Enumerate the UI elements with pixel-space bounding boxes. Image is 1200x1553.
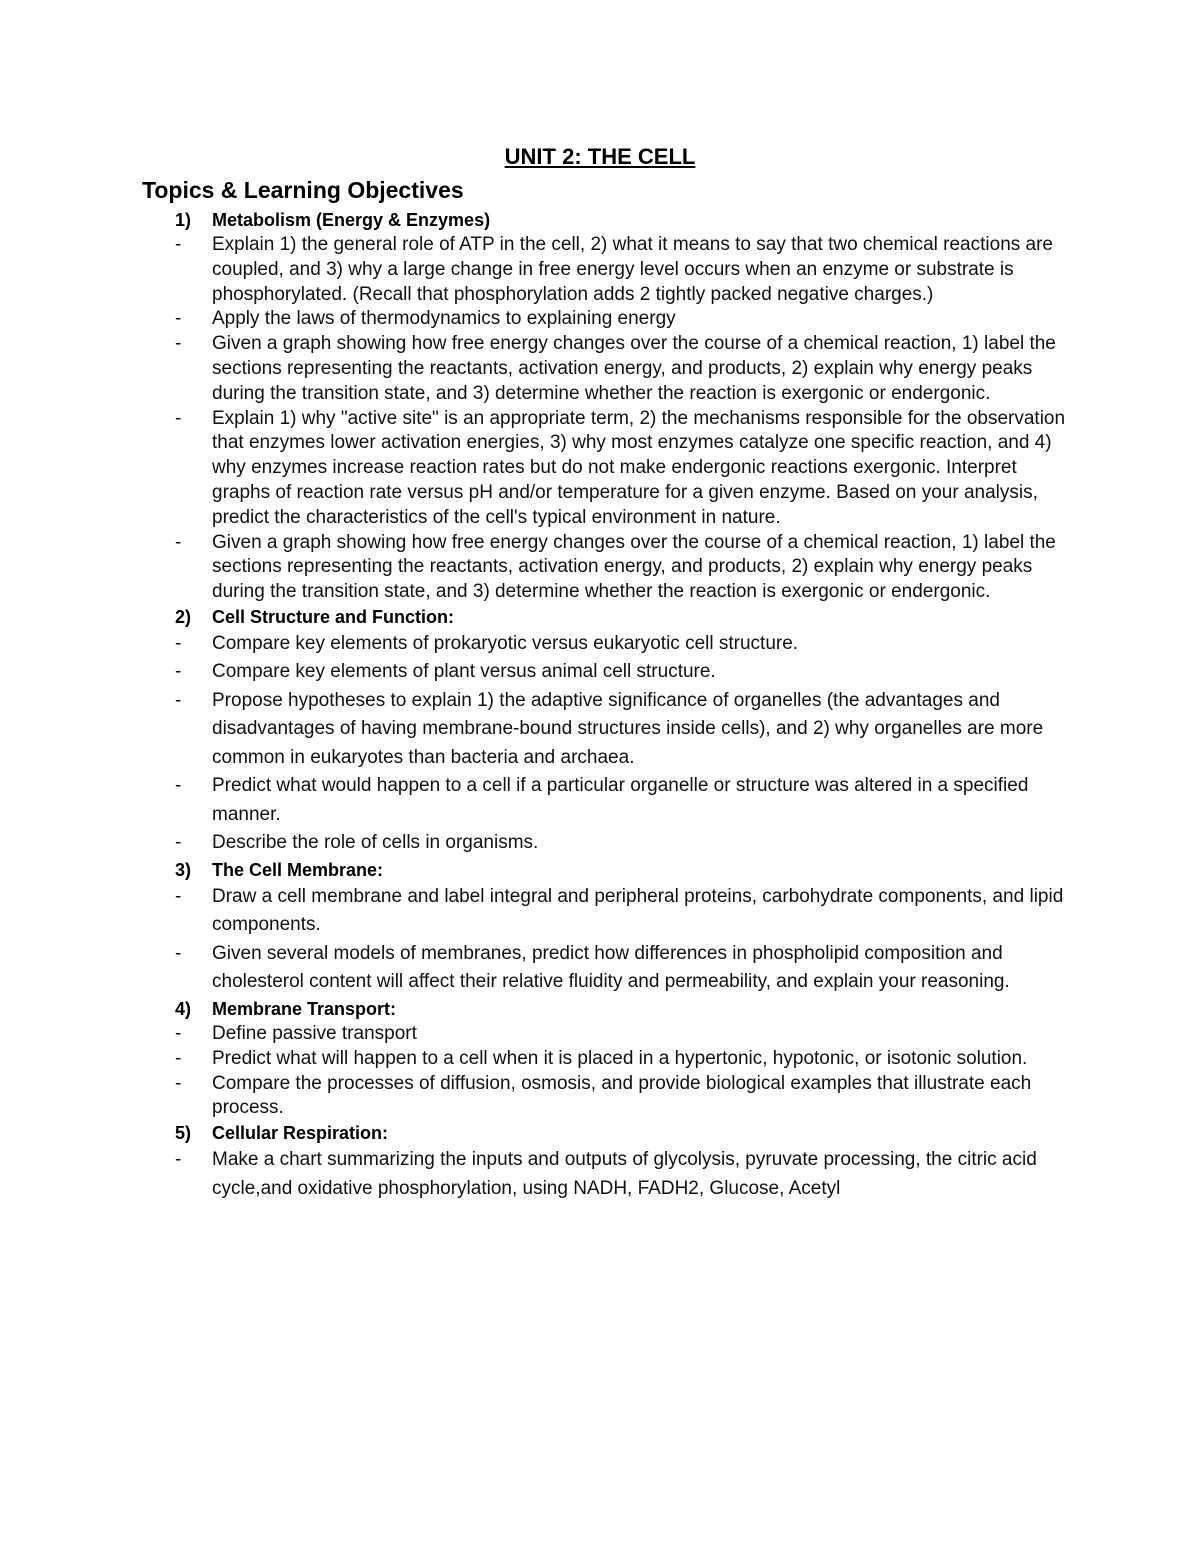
bullet-dash: - [175, 832, 182, 854]
list-item-text: Define passive transport [212, 1022, 417, 1044]
section-number: 3) [175, 859, 192, 880]
section-heading-cell-membrane [0, 858, 1200, 883]
list-item-text: Given a graph showing how free energy changes over the course of a chemical reaction, 1) label the sections representing the reactants, activation energy, and products, 2) explain why energy peaks during the transition state, and 3) determine whether the reaction is exergonic or endergonic. [212, 531, 1056, 603]
list-item-text: Compare key elements of plant versus animal cell structure. [212, 661, 716, 683]
list-item-text: Describe the role of cells in organisms. [212, 832, 539, 854]
list-item-text: Given a graph showing how free energy changes over the course of a chemical reaction, 1) label the sections representing the reactants, activation energy, and products, 2) explain why energy peaks during the transition state, and 3) determine whether the reaction is exergonic or endergonic. [212, 333, 1056, 404]
page-subtitle: Topics & Learning Objectives [142, 177, 464, 203]
bullet-dash: - [175, 885, 182, 907]
section-title: Metabolism (Energy & Enzymes) [212, 210, 491, 230]
list-item-text: Make a chart summarizing the inputs and outputs of glycolysis, pyruvate processing, the citric acid cycle,and oxidative phosphorylation, using NADH, FADH2, Glucose, Acetyl [212, 1149, 1037, 1199]
list-item-text: Explain 1) why "active site" is an appropriate term, 2) the mechanisms responsible for the observation that enzymes lower activation energies, 3) why most enzymes catalyze one specific reaction, and 4) why enzymes increase reaction rates but do not make endergonic reactions exergonic. Interpret graphs of reaction rate versus pH and/or temperature for a given enzyme. Based on your analysis, predict the characteristics of the cell's typical environment in nature. [212, 407, 1066, 528]
bullet-dash: - [175, 234, 182, 255]
section-number: 1) [175, 210, 192, 230]
section-title: Membrane Transport: [212, 998, 397, 1019]
bullet-dash: - [175, 1047, 182, 1069]
bullet-dash: - [175, 1022, 182, 1044]
list-item [0, 307, 1200, 332]
list-item-text: Given several models of membranes, predict how differences in phospholipid composition and cholesterol content will affect their relative fluidity and permeability, and explain your reasoning. [212, 942, 1010, 993]
section-title: Cell Structure and Function: [212, 606, 455, 627]
list-item [0, 1022, 1200, 1047]
bullet-dash: - [175, 1072, 182, 1094]
bullet-dash: - [175, 1149, 182, 1171]
section-heading-metabolism [0, 208, 1200, 233]
section-number: 4) [175, 998, 192, 1019]
bullet-dash: - [175, 531, 182, 553]
bullet-dash: - [175, 407, 182, 429]
page-title: UNIT 2: THE CELL [504, 144, 696, 169]
section-heading-cell-structure [0, 605, 1200, 630]
list-item-text: Draw a cell membrane and label integral and peripheral proteins, carbohydrate components, and lipid components. [212, 885, 1064, 936]
section-heading-membrane-transport [0, 997, 1200, 1022]
section-heading-cellular-respiration [0, 1121, 1200, 1146]
list-item [0, 630, 1200, 659]
list-item [0, 883, 1200, 940]
list-item-text: Apply the laws of thermodynamics to explaining energy [212, 308, 676, 330]
bullet-dash: - [175, 942, 182, 964]
bullet-dash: - [175, 661, 182, 683]
list-item-text: Explain 1) the general role of ATP in the cell, 2) what it means to say that two chemical reactions are coupled, and 3) why a large change in free energy level occurs when an enzyme or substrate is phosphorylated. (Recall that phosphorylation adds 2 tightly packed negative charges.) [212, 234, 1054, 305]
list-item [0, 687, 1200, 773]
section-number: 2) [175, 606, 192, 627]
list-item [0, 531, 1200, 605]
list-item-text: Propose hypotheses to explain 1) the adaptive significance of organelles (the advantages and disadvantages of having membrane-bound structures inside cells), and 2) why organelles are more common in eukaryotes than bacteria and archaea. [212, 689, 1044, 768]
list-item [0, 1146, 1200, 1203]
list-item [0, 658, 1200, 687]
list-item [0, 233, 1200, 307]
section-title: The Cell Membrane: [212, 859, 384, 880]
list-item [0, 940, 1200, 997]
list-item-text: Predict what will happen to a cell when it is placed in a hypertonic, hypotonic, or isotonic solution. [212, 1047, 1028, 1069]
list-item-text: Compare the processes of diffusion, osmosis, and provide biological examples that illustrate each process. [212, 1072, 1032, 1119]
list-item-text: Predict what would happen to a cell if a particular organelle or structure was altered in a specified manner. [212, 775, 1029, 825]
bullet-dash: - [175, 689, 182, 711]
list-item [0, 829, 1200, 858]
list-item [0, 772, 1200, 829]
list-item [0, 1072, 1200, 1122]
section-title: Cellular Respiration: [212, 1123, 389, 1144]
section-number: 5) [175, 1123, 192, 1144]
bullet-dash: - [175, 775, 182, 797]
bullet-dash: - [175, 308, 182, 330]
document-body [0, 208, 1200, 1203]
list-item [0, 332, 1200, 406]
bullet-dash: - [175, 632, 182, 654]
list-item [0, 407, 1200, 531]
bullet-dash: - [175, 333, 182, 355]
list-item [0, 1047, 1200, 1072]
list-item-text: Compare key elements of prokaryotic versus eukaryotic cell structure. [212, 632, 799, 654]
